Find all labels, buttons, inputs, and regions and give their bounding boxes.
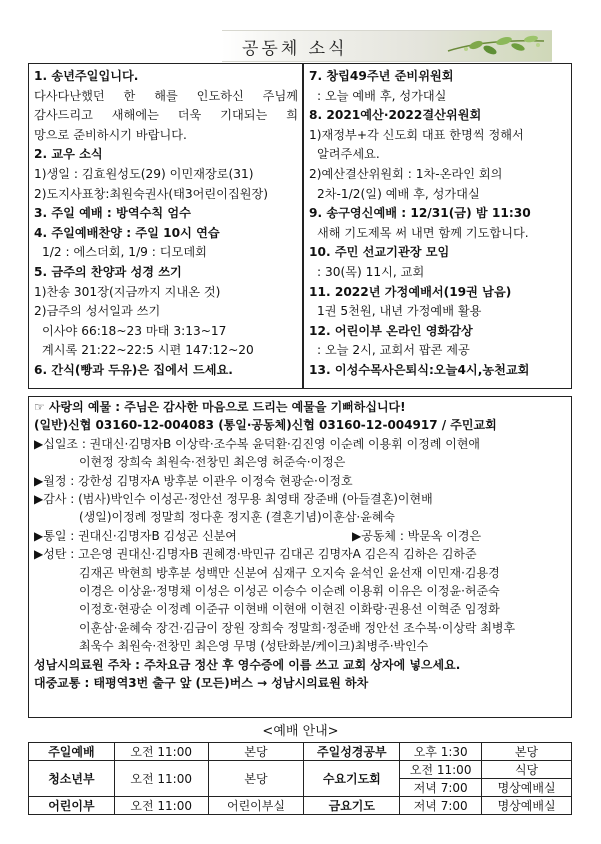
service-name: 금요기도 bbox=[304, 797, 400, 815]
news-item-4-heading: 4. 주일예배찬양 : 주일 10시 연습 bbox=[34, 225, 220, 240]
offering-account: (일반)신협 03160-12-004083 (통일·공동체)신협 03160-12-004917 / 주민교회 bbox=[34, 418, 497, 433]
news-left-column bbox=[34, 67, 298, 381]
table-row bbox=[29, 743, 572, 761]
thanks-line: (생일)이정례 정말희 정다훈 정지훈 (결혼기념)이훈삼·윤혜숙 bbox=[79, 510, 396, 525]
offering-intro: ☞ 사랑의 예물 : 주님은 감사한 마음으로 드리는 예물을 기뻐하십니다! bbox=[34, 400, 406, 414]
section-title: 공동체 소식 bbox=[242, 39, 348, 59]
leaf-decoration-icon bbox=[446, 33, 546, 59]
service-place: 식당 bbox=[482, 761, 572, 779]
service-time: 저녁 7:00 bbox=[400, 779, 482, 797]
news-text: : 30(목) 11시, 교회 bbox=[317, 264, 425, 279]
news-text: 계시록 21:22~22:5 시편 147:12~20 bbox=[42, 343, 254, 358]
christmas-line: ▶성탄 : 고은영 권대신·김명자B 권혜경·박민규 김대곤 김명자A 김은직 김하은 김하준 bbox=[34, 547, 477, 562]
transit-notice: 대중교통 : 태평역3번 출구 앞 (모든)버스 → 성남시의료원 하차 bbox=[34, 676, 369, 691]
service-place: 명상예배실 bbox=[482, 779, 572, 797]
service-name: 청소년부 bbox=[29, 761, 115, 797]
tithe-line: 이현정 장희숙 최원숙·전창민 최은영 허준숙·이정은 bbox=[79, 455, 346, 470]
unity-offering: ▶통일 : 권대신·김명자B 김성곤 신분여 bbox=[34, 528, 237, 543]
tithe-line: ▶십일조 : 권대신·김명자B 이상락·조수복 윤덕환·김진영 이순례 이용휘 이정례 이현애 bbox=[34, 436, 481, 451]
news-text: 2)도지사표창:최원숙권사(태3어린이집원장) bbox=[34, 186, 269, 201]
service-time: 오전 11:00 bbox=[400, 761, 482, 779]
news-right-column bbox=[309, 67, 569, 381]
christmas-line: 이경은 이상윤·정명채 이성은 이성곤 이승수 이순례 이용휘 이유은 이정윤·허준숙 bbox=[79, 584, 500, 599]
service-name: 수요기도회 bbox=[304, 761, 400, 797]
christmas-line: 최욱수 최원숙·전창민 최은영 무명 (성탄화분/케이크)최병주·박인수 bbox=[79, 639, 429, 654]
news-item-9-heading: 9. 송구영신예배 : 12/31(금) 밤 11:30 bbox=[309, 206, 531, 221]
news-box bbox=[28, 63, 572, 389]
news-text: 2)금주의 성서일과 쓰기 bbox=[34, 304, 161, 319]
news-text: 1/2 : 에스더회, 1/9 : 디모데회 bbox=[42, 245, 207, 260]
news-item-12-heading: 12. 어린이부 온라인 영화감상 bbox=[309, 323, 473, 338]
worship-schedule-table bbox=[28, 742, 572, 815]
service-place: 본당 bbox=[482, 743, 572, 761]
worship-section-title: <예배 안내> bbox=[262, 724, 339, 739]
news-text: 감사드리고 새해에는 더욱 기대되는 희 bbox=[34, 108, 298, 123]
service-place: 본당 bbox=[208, 743, 304, 761]
news-text: 망으로 준비하시기 바랍니다. bbox=[34, 127, 187, 142]
news-item-10-heading: 10. 주민 선교기관장 모임 bbox=[309, 245, 450, 260]
news-text: : 오늘 예배 후, 성가대실 bbox=[317, 88, 447, 103]
news-text: 2차-1/2(일) 예배 후, 성가대실 bbox=[317, 186, 480, 201]
offering-list bbox=[34, 398, 569, 693]
community-offering: ▶공동체 : 박문옥 이경은 bbox=[352, 528, 482, 543]
news-item-3-heading: 3. 주일 예배 : 방역수칙 엄수 bbox=[34, 206, 191, 221]
news-text: 1)재정부+각 신도회 대표 한명씩 정해서 bbox=[309, 127, 524, 142]
table-row bbox=[29, 761, 572, 779]
christmas-line: 김재곤 박현희 방후분 성백만 신분여 심재구 오지숙 윤석인 윤선재 이민재·김용경 bbox=[79, 565, 500, 580]
news-item-13-heading: 13. 이성수목사은퇴식:오늘4시,농천교회 bbox=[309, 362, 530, 377]
news-text: 2)예산결산위원회 : 1차-온라인 회의 bbox=[309, 166, 503, 181]
service-name: 어린이부 bbox=[29, 797, 115, 815]
service-place: 명상예배실 bbox=[482, 797, 572, 815]
news-item-5-heading: 5. 금주의 찬양과 성경 쓰기 bbox=[34, 264, 182, 279]
table-row bbox=[29, 797, 572, 815]
news-text: 이사야 66:18~23 마태 3:13~17 bbox=[42, 323, 227, 338]
service-place: 어린이부실 bbox=[208, 797, 304, 815]
news-text: : 오늘 2시, 교회서 팝콘 제공 bbox=[317, 343, 470, 358]
service-name: 주일예배 bbox=[29, 743, 115, 761]
offering-box bbox=[28, 396, 572, 718]
service-time: 오전 11:00 bbox=[114, 797, 208, 815]
christmas-line: 이정호·현광순 이정례 이준규 이현배 이현애 이현진 이화랑·권용선 이혁준 임정화 bbox=[79, 602, 500, 617]
monthly-line: ▶월정 : 강한성 김명자A 방후분 이관우 이정숙 현광순·이정호 bbox=[34, 473, 353, 488]
christmas-line: 이훈삼·윤혜숙 장건·김금이 장원 장희숙 정말희·정준배 정안선 조수복·이상락 최병후 bbox=[79, 620, 516, 635]
unity-community-line bbox=[34, 527, 569, 545]
news-item-2-heading: 2. 교우 소식 bbox=[34, 147, 103, 162]
news-item-6-heading: 6. 간식(빵과 두유)은 집에서 드세요. bbox=[34, 362, 233, 377]
service-name: 주일성경공부 bbox=[304, 743, 400, 761]
news-item-11-heading: 11. 2022년 가정예배서(19권 남음) bbox=[309, 284, 512, 299]
column-divider bbox=[302, 64, 304, 388]
service-time: 오전 11:00 bbox=[114, 761, 208, 797]
section-header bbox=[222, 30, 552, 62]
service-time: 오후 1:30 bbox=[400, 743, 482, 761]
news-text: 알려주세요. bbox=[317, 147, 380, 162]
news-text: 1)생일 : 김효원성도(29) 이민재장로(31) bbox=[34, 166, 254, 181]
news-text: 새해 기도제목 써 내면 함께 기도합니다. bbox=[317, 225, 529, 240]
parking-notice: 성남시의료원 주차 : 주차요금 정산 후 영수증에 이름 쓰고 교회 상자에 넣으세요. bbox=[34, 657, 461, 672]
news-item-8-heading: 8. 2021예산·2022결산위원회 bbox=[309, 108, 482, 123]
thanks-line: ▶감사 : (범사)박인수 이성곤·정안선 정무용 최영태 장준배 (아들결혼)이현배 bbox=[34, 492, 433, 507]
service-time: 오전 11:00 bbox=[114, 743, 208, 761]
news-item-7-heading: 7. 창립49주년 준비위원회 bbox=[309, 69, 454, 83]
news-text: 1권 5천원, 내년 가정예배 활용 bbox=[317, 304, 482, 319]
news-text: 다사다난했던 한 해를 인도하신 주님께 bbox=[34, 88, 298, 103]
news-item-1-heading: 1. 송년주일입니다. bbox=[34, 69, 139, 83]
service-place: 본당 bbox=[208, 761, 304, 797]
news-text: 1)찬송 301장(지금까지 지내온 것) bbox=[34, 284, 221, 299]
service-time: 저녁 7:00 bbox=[400, 797, 482, 815]
